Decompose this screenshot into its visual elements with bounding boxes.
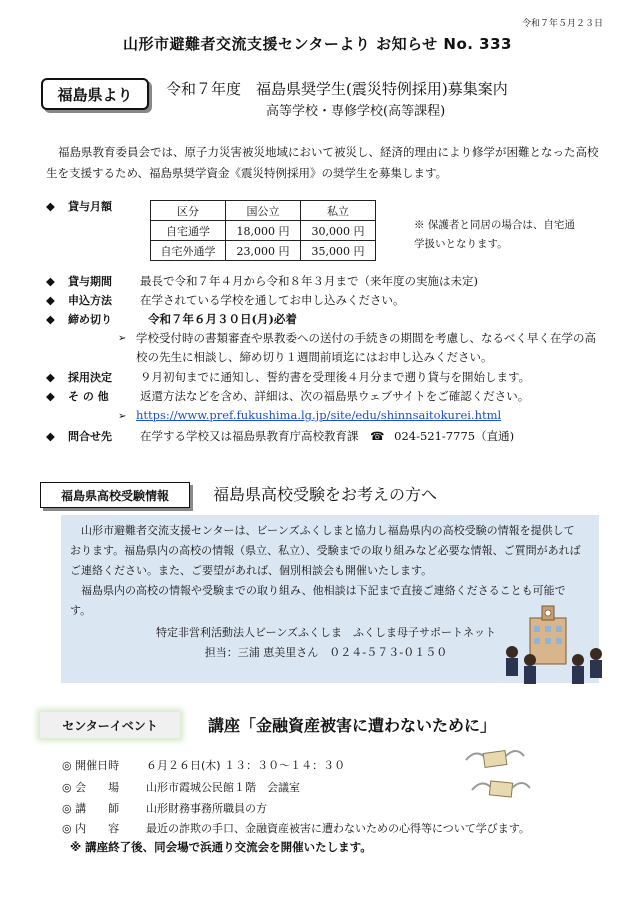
exam-org: 特定非営利活動法人ビーンズふくしま ふくしま母子サポートネット: [156, 626, 496, 639]
section-tag-fukushima: 福島県より: [41, 78, 149, 110]
deadline-label: 締め切り: [68, 313, 112, 326]
deadline-row: [46, 311, 297, 327]
table-cell: 自宅外通学: [151, 241, 226, 261]
event-label: ◎ 会 場: [62, 781, 120, 794]
apply-label: 申込方法: [68, 294, 112, 307]
url-row: [118, 408, 501, 422]
event-label: ◎ 講 師: [62, 802, 120, 815]
table-cell: 30,000 円: [301, 221, 376, 241]
event-label: ◎ 内 容: [62, 822, 120, 835]
event-label: ◎ 開催日時: [62, 759, 120, 772]
decision-label: 採用決定: [68, 371, 112, 384]
event-value: 山形財務事務所職員の方: [146, 802, 267, 815]
deadline-note: 学校受付時の書類審査や県教委への送付の手続きの期間を考慮し、なるべく早く在学の高校の先生に相談し、締め切り１週間前頃迄にはお申し込みください。: [136, 331, 596, 364]
scholarship-heading: 令和７年度 福島県奨学生(震災特例採用)募集案内: [166, 80, 508, 98]
table-header-cell: 私立: [301, 201, 376, 221]
table-cell: 35,000 円: [301, 241, 376, 261]
table-cell: 18,000 円: [226, 221, 301, 241]
table-header-cell: 区分: [151, 201, 226, 221]
contact-row: [46, 428, 514, 444]
scholarship-subheading: 高等学校・専修学校(高等課程): [266, 104, 446, 119]
apply-text: 在学されている学校を通してお申し込みください。: [140, 293, 405, 307]
diamond-bullet-icon: ◆: [46, 389, 55, 403]
arrow-bullet-icon: ➢: [118, 411, 127, 422]
apply-row: [46, 292, 405, 308]
exam-heading: 福島県高校受験をお考えの方へ: [213, 485, 438, 504]
exam-para-2: 福島県内の高校の情報や受験までの取り組み、他相談は下記まで直接ご連絡くださることも可能です。: [70, 584, 566, 617]
loan-label: 貸与月額: [68, 200, 112, 213]
table-cell: 自宅通学: [151, 221, 226, 241]
decision-text: ９月初旬までに通知し、誓約書を受理後４月分まで遡り貸与を開始します。: [140, 370, 531, 384]
loan-note: ※ 保護者と同居の場合は、自宅通学扱いとなります。: [414, 219, 575, 250]
flying-money-illustration: [462, 746, 534, 808]
event-item-venue: [62, 779, 300, 795]
exam-person: 担当：三浦 恵美里さん ０２４-５７３-０１５０: [204, 646, 448, 659]
deadline-text: 令和７年６月３０日(月)必着: [148, 312, 297, 326]
event-item-datetime: [62, 757, 345, 773]
issue-date: 令和７年５月２３日: [521, 19, 603, 29]
event-value: 山形市霞城公民館１階 会議室: [146, 781, 300, 794]
event-item-content: [62, 820, 530, 836]
diamond-bullet-icon: ◆: [46, 274, 55, 288]
section-tag-center-event: センターイベント: [40, 712, 180, 738]
table-cell: 23,000 円: [226, 241, 301, 261]
event-closing-note: ※ 講座終了後、同会場で浜通り交流会を開催いたします。: [70, 840, 372, 854]
diamond-bullet-icon: ◆: [46, 199, 55, 213]
other-label: そ の 他: [68, 390, 109, 403]
period-text: 最長で令和７年４月から令和８年３月まで（来年度の実施は未定): [140, 274, 478, 288]
decision-row: [46, 369, 530, 385]
arrow-bullet-icon: ➢: [118, 333, 127, 344]
event-value: 最近の詐欺の手口、金融資産被害に遭わないための心得等について学びます。: [146, 822, 530, 835]
contact-tel: 024-521-7775（直通): [394, 429, 515, 443]
phone-icon: ☎: [370, 429, 385, 443]
table-row: [151, 201, 376, 221]
deadline-note-row: [118, 329, 604, 367]
event-item-lecturer: [62, 800, 267, 816]
loan-table-wrap: [150, 200, 376, 261]
table-header-cell: 国公立: [226, 201, 301, 221]
event-heading: 講座「金融資産被害に遭わないために」: [208, 716, 497, 735]
diamond-bullet-icon: ◆: [46, 312, 55, 326]
loan-table: [150, 200, 376, 261]
school-students-illustration: [500, 604, 608, 688]
loan-label-row: [46, 198, 140, 214]
fukushima-website-link[interactable]: https://www.pref.fukushima.lg.jp/site/edu/shinnsaitokurei.html: [136, 408, 502, 422]
newsletter-title: 山形市避難者交流支援センターより お知らせ No. 333: [123, 35, 512, 53]
period-row: [46, 273, 478, 289]
contact-text: 在学する学校又は福島県教育庁高校教育課: [140, 429, 359, 443]
period-label: 貸与期間: [68, 275, 112, 288]
other-text: 返還方法などを含め、詳細は、次の福島県ウェブサイトをご確認ください。: [140, 389, 530, 403]
diamond-bullet-icon: ◆: [46, 370, 55, 384]
scholarship-intro: 福島県教育委員会では、原子力災害被災地域において被災し、経済的理由により修学が困難となった高校生を支援するため、福島県奨学資金《震災特例採用》の奨学生を募集します。: [46, 145, 599, 180]
table-row: [151, 221, 376, 241]
diamond-bullet-icon: ◆: [46, 293, 55, 307]
other-row: [46, 388, 529, 404]
diamond-bullet-icon: ◆: [46, 429, 55, 443]
exam-para-1: 山形市避難者交流支援センターは、ビーンズふくしまと協力し福島県内の高校受験の情報を提供しております。福島県内の高校の情報（県立、私立）、受験までの取り組みなど必要な情報、ご質問があればご連絡ください。また、ご要望があれば、個別相談会も開催いたします。: [70, 524, 581, 577]
contact-label: 問合せ先: [68, 430, 112, 443]
table-row: [151, 241, 376, 261]
section-tag-exam-info: 福島県高校受験情報: [40, 482, 190, 508]
event-value: ６月２６日(木) １３：３０～１４：３０: [146, 759, 346, 772]
